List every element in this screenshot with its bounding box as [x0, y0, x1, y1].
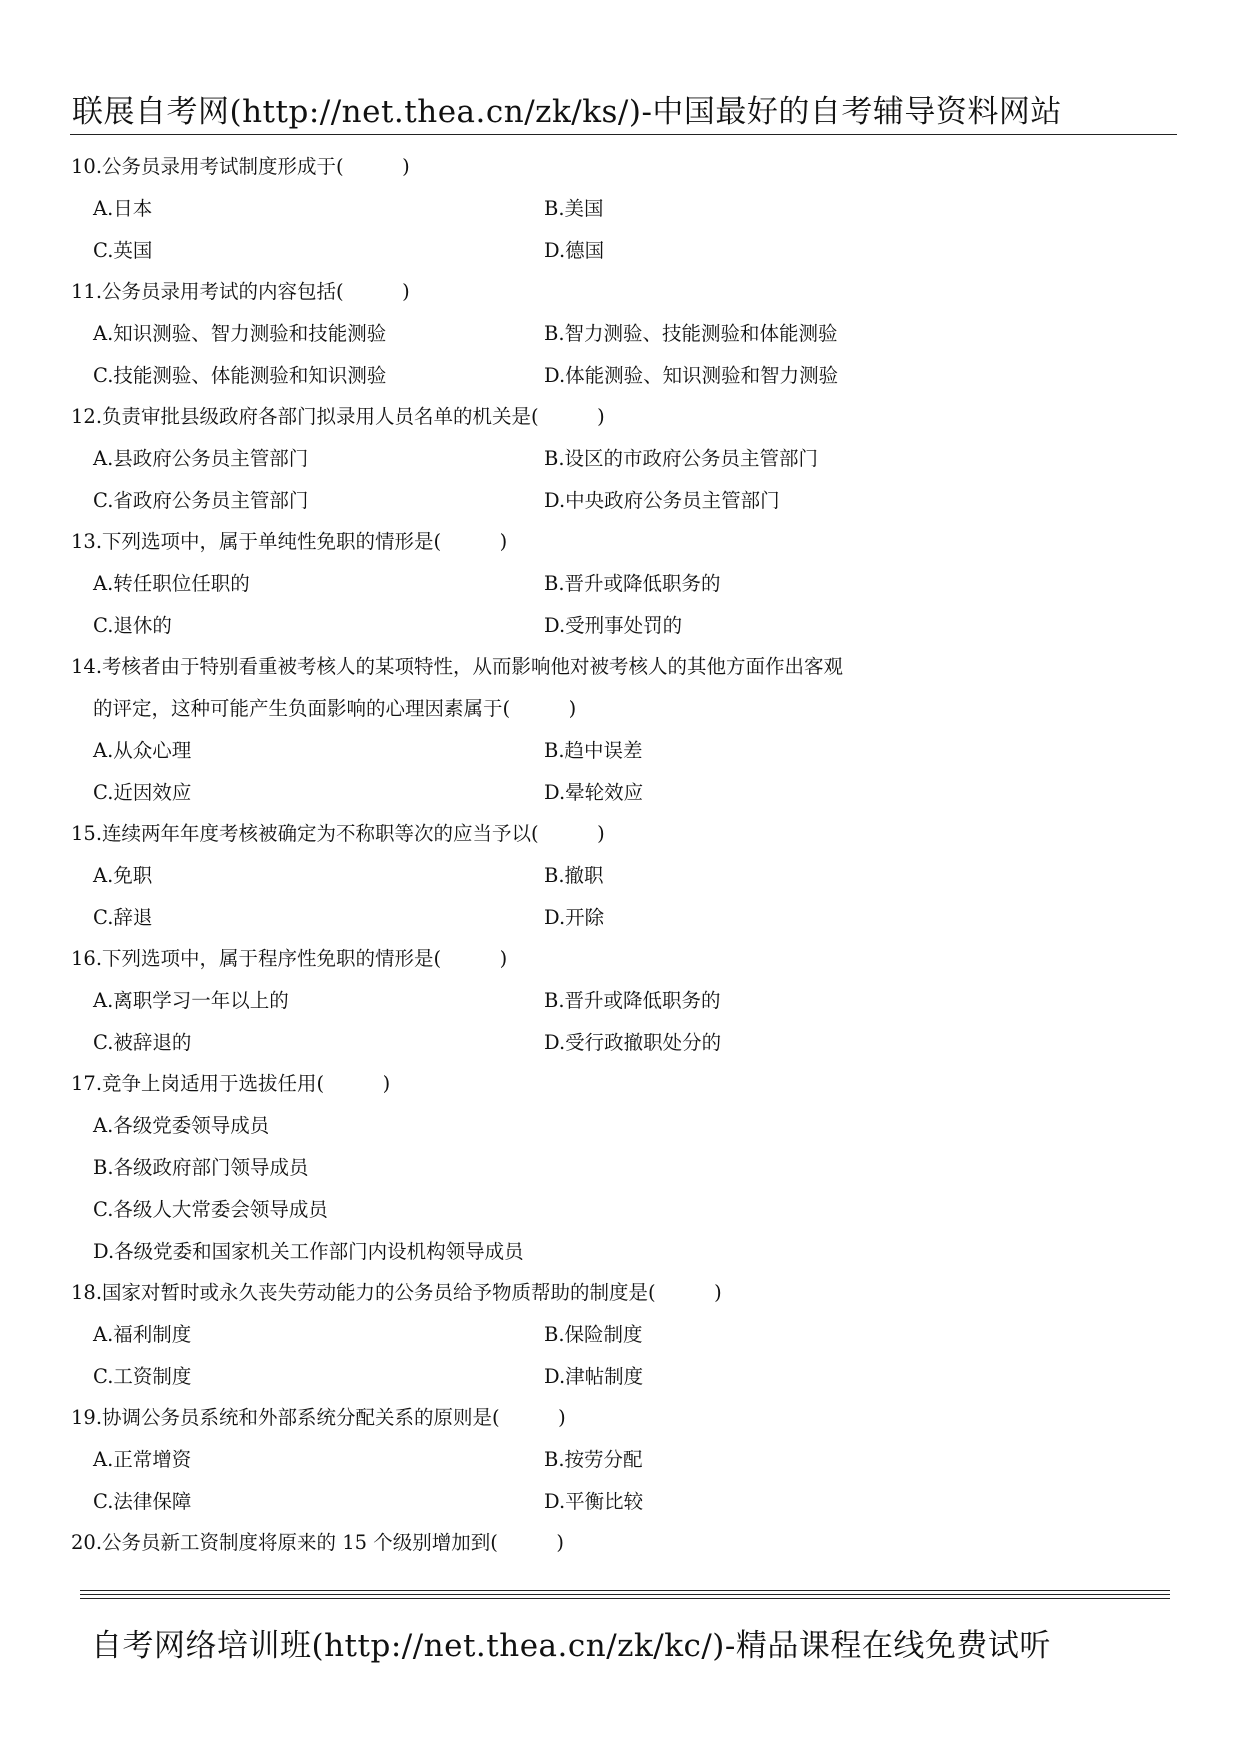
- question-17-option-d: D.各级党委和国家机关工作部门内设机构领导成员: [93, 1240, 524, 1263]
- question-19-option-d: D.平衡比较: [544, 1490, 644, 1513]
- question-10-option-a: A.日本: [93, 197, 153, 220]
- question-10-option-c: C.英国: [93, 239, 153, 262]
- footer-divider-1: [80, 1590, 1170, 1591]
- question-18-option-a: A.福利制度: [93, 1323, 192, 1346]
- question-16-option-a: A.离职学习一年以上的: [93, 989, 289, 1012]
- question-19-option-c: C.法律保障: [93, 1490, 192, 1513]
- question-20-stem: 20.公务员新工资制度将原来的 15 个级别增加到( ): [71, 1531, 564, 1554]
- question-19-stem: 19.协调公务员系统和外部系统分配关系的原则是( ): [71, 1406, 566, 1429]
- question-12-option-d: D.中央政府公务员主管部门: [544, 489, 780, 512]
- question-13-option-b: B.晋升或降低职务的: [544, 572, 721, 595]
- question-12-option-a: A.县政府公务员主管部门: [93, 447, 309, 470]
- page-header: 联展自考网(http://net.thea.cn/zk/ks/)-中国最好的自考辅导资料网站: [72, 94, 1062, 130]
- question-17-option-c: C.各级人大常委会领导成员: [93, 1198, 328, 1221]
- question-14-option-d: D.晕轮效应: [544, 781, 644, 804]
- question-13-option-d: D.受刑事处罚的: [544, 614, 683, 637]
- question-18-stem: 18.国家对暂时或永久丧失劳动能力的公务员给予物质帮助的制度是( ): [71, 1281, 722, 1304]
- question-15-option-a: A.免职: [93, 864, 153, 887]
- question-15-option-d: D.开除: [544, 906, 605, 929]
- question-11-option-b: B.智力测验、技能测验和体能测验: [544, 322, 838, 345]
- question-18-option-c: C.工资制度: [93, 1365, 192, 1388]
- question-12-stem: 12.负责审批县级政府各部门拟录用人员名单的机关是( ): [71, 405, 605, 428]
- question-11-option-a: A.知识测验、智力测验和技能测验: [93, 322, 387, 345]
- question-17-stem: 17.竞争上岗适用于选拔任用( ): [71, 1072, 391, 1095]
- question-16-stem: 16.下列选项中，属于程序性免职的情形是( ): [71, 947, 508, 970]
- question-17-option-a: A.各级党委领导成员: [93, 1114, 270, 1137]
- question-18-option-b: B.保险制度: [544, 1323, 643, 1346]
- question-15-option-c: C.辞退: [93, 906, 153, 929]
- question-11-option-d: D.体能测验、知识测验和智力测验: [544, 364, 839, 387]
- question-14-stem: 14.考核者由于特别看重被考核人的某项特性，从而影响他对被考核人的其他方面作出客观: [71, 655, 844, 678]
- question-13-stem: 13.下列选项中，属于单纯性免职的情形是( ): [71, 530, 508, 553]
- question-13-option-a: A.转任职位任职的: [93, 572, 250, 595]
- question-11-stem: 11.公务员录用考试的内容包括( ): [71, 280, 410, 303]
- footer-divider-2: [80, 1594, 1170, 1595]
- question-10-stem: 10.公务员录用考试制度形成于( ): [71, 155, 410, 178]
- question-14-option-a: A.从众心理: [93, 739, 192, 762]
- question-10-option-d: D.德国: [544, 239, 605, 262]
- question-14-option-c: C.近因效应: [93, 781, 192, 804]
- question-11-option-c: C.技能测验、体能测验和知识测验: [93, 364, 387, 387]
- question-14-option-b: B.趋中误差: [544, 739, 643, 762]
- question-15-option-b: B.撤职: [544, 864, 604, 887]
- question-15-stem: 15.连续两年年度考核被确定为不称职等次的应当予以( ): [71, 822, 605, 845]
- footer-divider-3: [80, 1598, 1170, 1599]
- page-footer: 自考网络培训班(http://net.thea.cn/zk/kc/)-精品课程在线免费试听: [91, 1628, 1051, 1664]
- question-14-stem-continued: 的评定，这种可能产生负面影响的心理因素属于( ): [93, 697, 577, 720]
- question-16-option-b: B.晋升或降低职务的: [544, 989, 721, 1012]
- question-19-option-b: B.按劳分配: [544, 1448, 643, 1471]
- question-12-option-c: C.省政府公务员主管部门: [93, 489, 309, 512]
- question-12-option-b: B.设区的市政府公务员主管部门: [544, 447, 819, 470]
- header-divider: [70, 134, 1177, 135]
- question-17-option-b: B.各级政府部门领导成员: [93, 1156, 309, 1179]
- question-18-option-d: D.津帖制度: [544, 1365, 644, 1388]
- question-19-option-a: A.正常增资: [93, 1448, 192, 1471]
- question-10-option-b: B.美国: [544, 197, 604, 220]
- question-16-option-c: C.被辞退的: [93, 1031, 192, 1054]
- question-13-option-c: C.退休的: [93, 614, 172, 637]
- question-16-option-d: D.受行政撤职处分的: [544, 1031, 722, 1054]
